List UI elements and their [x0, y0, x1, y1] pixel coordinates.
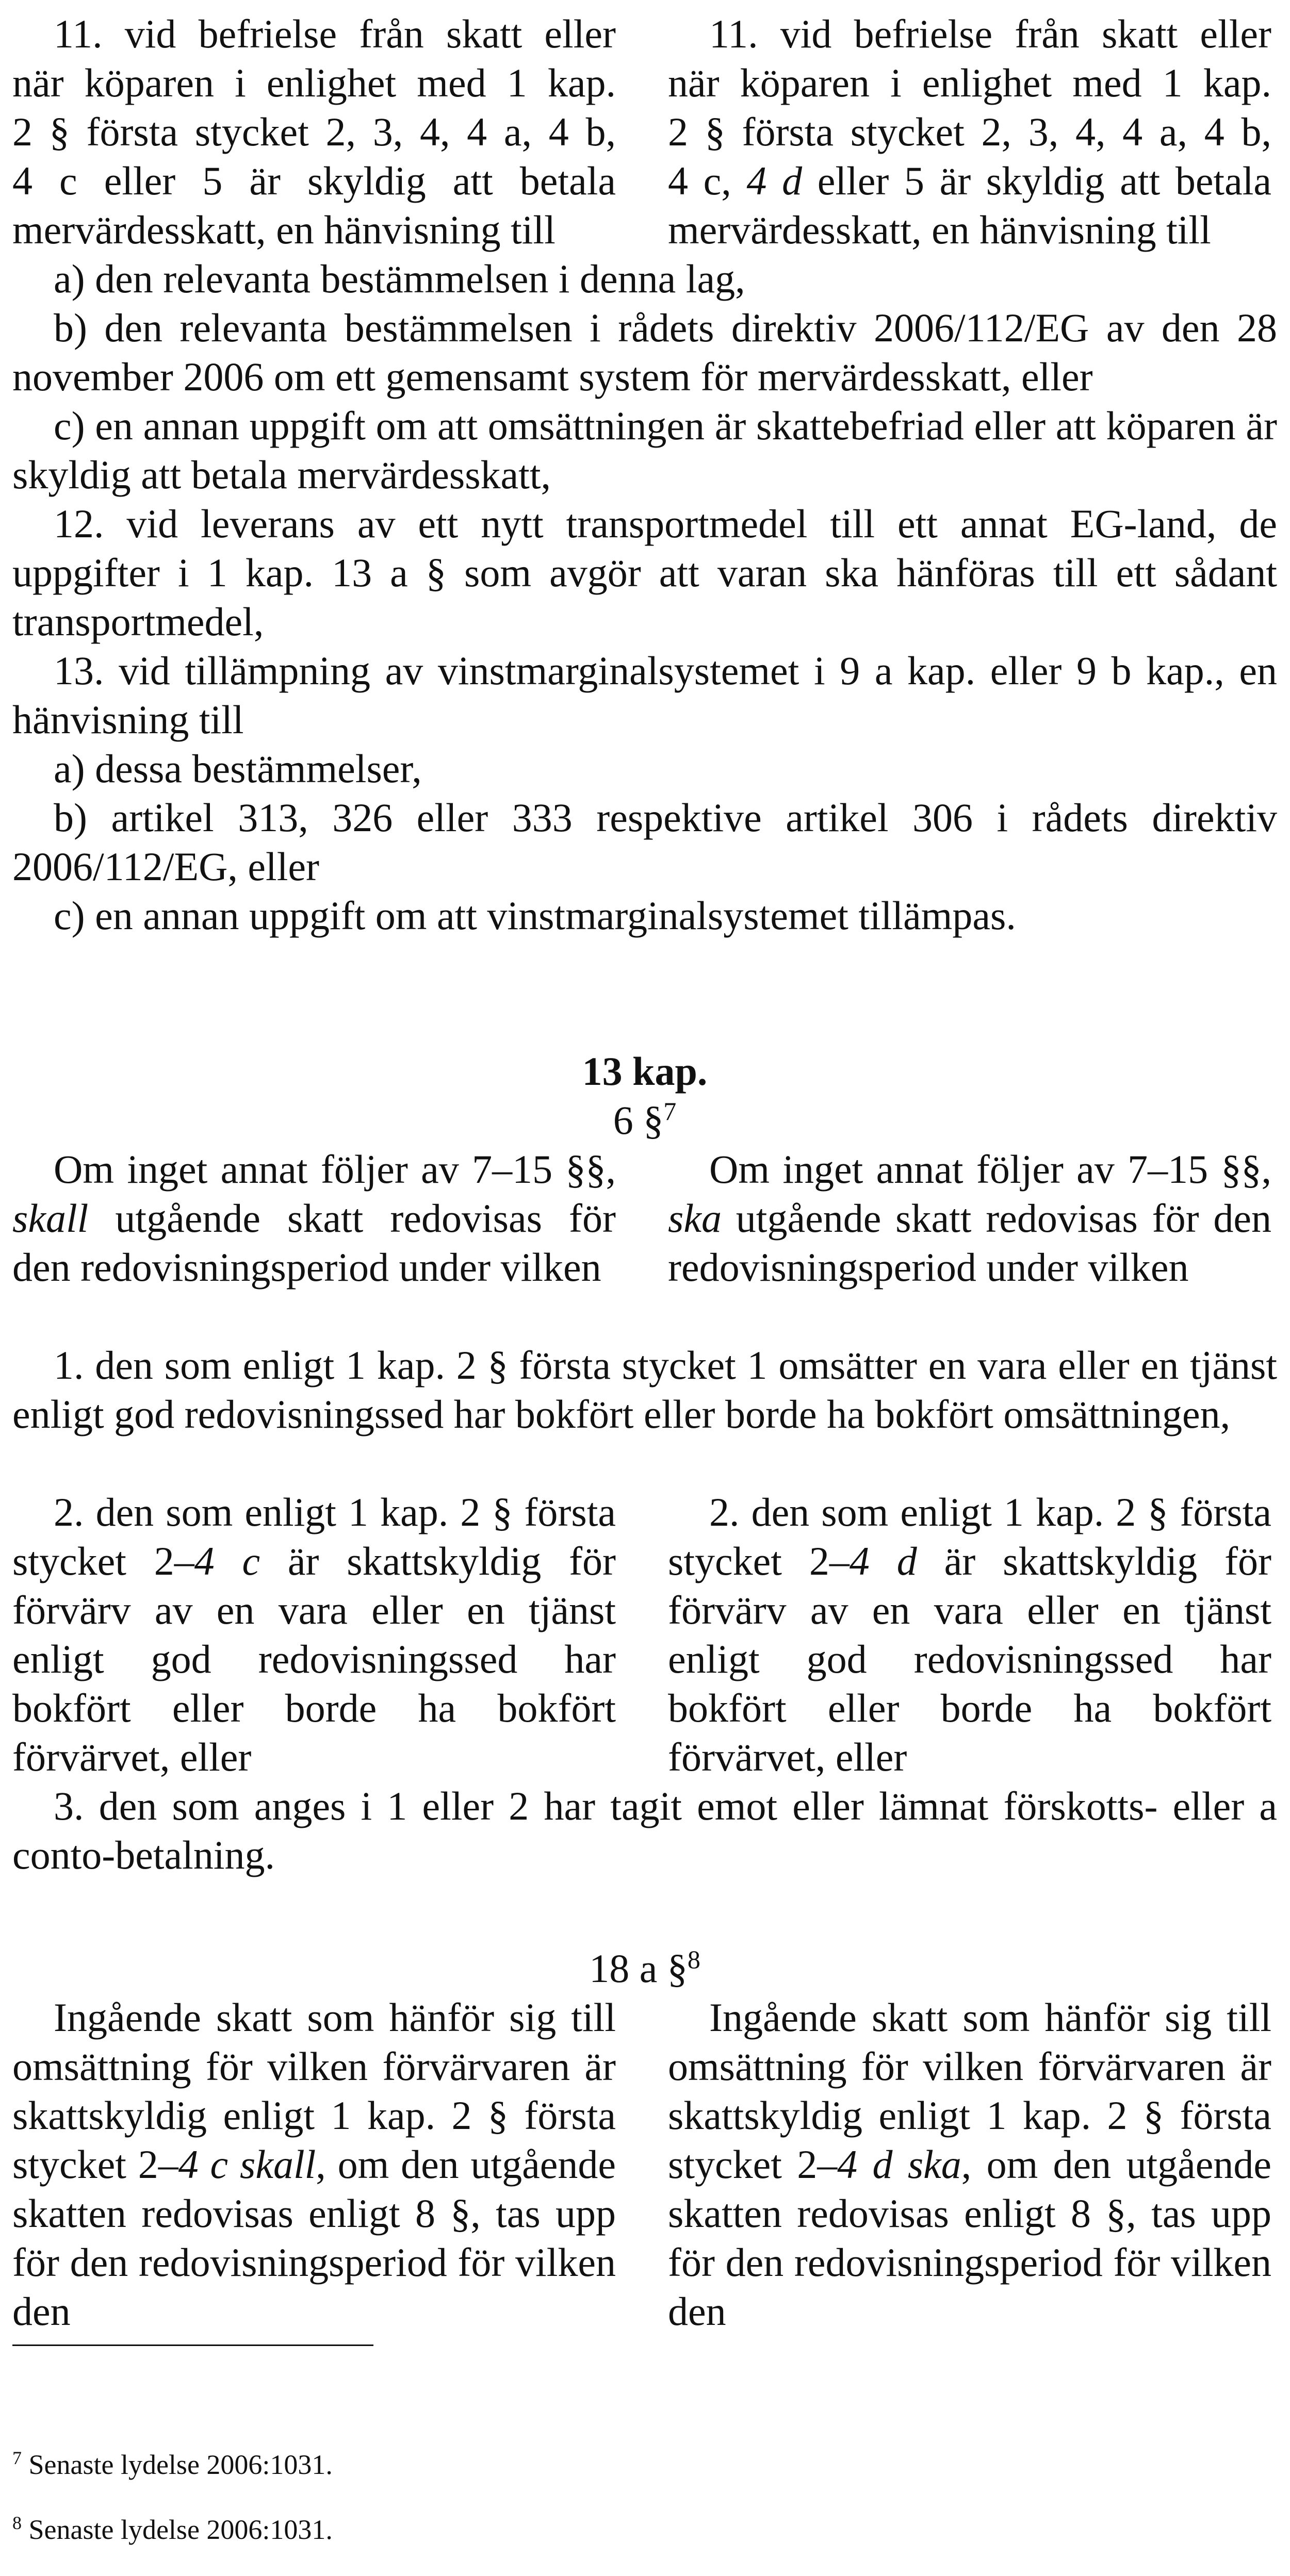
- point11-new-text: [668, 9, 1271, 254]
- sec6-new-intro: [668, 1145, 1271, 1292]
- text-span: 2. den som enligt 1 kap. 2 § första stycket 2–: [12, 1490, 616, 1583]
- paragraph: [12, 1488, 616, 1781]
- amended-text: 4 d ska: [837, 2142, 961, 2187]
- section-heading-6: [12, 1096, 1277, 1145]
- paragraph: 3. den som anges i 1 eller 2 har tagit emot eller lämnat förskotts- eller a conto-betalning.: [12, 1784, 1277, 1877]
- footnote-ref: 7: [663, 1097, 677, 1126]
- footnote: [12, 2511, 1277, 2548]
- footnote: [12, 2446, 1277, 2483]
- footnote-text: Senaste lydelse 2006:1031.: [28, 2514, 333, 2545]
- text-span: är skattskyldig för förvärv av en vara eller en tjänst enligt god redovisningssed har bokfört eller borde ha bokfört förvärvet, eller: [668, 1539, 1272, 1779]
- paragraph: [668, 1993, 1271, 2336]
- amended-text: 4 d: [849, 1539, 917, 1583]
- text-span: utgående skatt redovisas för den redovisningsperiod under vilken: [12, 1196, 616, 1290]
- paragraph: 12. vid leverans av ett nytt transportmedel till ett annat EG-land, de uppgifter i 1 kap. 13 a § som avgör att varan ska hänföras till ett sådant transportmedel,: [12, 501, 1277, 644]
- footnotes: [12, 2418, 1277, 2576]
- sec6-item2-new: [668, 1488, 1271, 1781]
- text-line: [668, 156, 1271, 205]
- text-span: utgående skatt redovisas för den redovisningsperiod under vilken: [668, 1196, 1272, 1290]
- section-number: 18 a §: [589, 1946, 688, 1991]
- amended-text: ska: [668, 1196, 722, 1241]
- sec18a-old: [12, 1993, 616, 2336]
- text-line: 4 c eller 5 är skyldig att betala: [12, 158, 616, 203]
- point11-old-text: [12, 9, 616, 254]
- sec6-old-intro: [12, 1145, 616, 1292]
- footnote-number: 7: [12, 2448, 22, 2468]
- footnote-number: 8: [12, 2513, 22, 2533]
- section-number: 6 §: [613, 1098, 664, 1143]
- text-span: 4 c,: [668, 158, 731, 203]
- text-line: 11. vid befrielse från skatt eller: [54, 11, 616, 56]
- text-line: 2 § första stycket 2, 3, 4, 4 a, 4 b,: [12, 109, 616, 154]
- text-line: 2 § första stycket 2, 3, 4, 4 a, 4 b,: [668, 109, 1271, 154]
- text-line: mervärdesskatt, en hänvisning till: [668, 207, 1211, 252]
- paragraph: c) en annan uppgift om att omsättningen är skattebefriad eller att köparen är skyldig att betala mervärdesskatt,: [12, 403, 1277, 497]
- amended-text: 4 c: [194, 1539, 260, 1583]
- paragraph: b) den relevanta bestämmelsen i rådets direktiv 2006/112/EG av den 28 november 2006 om ett gemensamt system för mervärdesskatt, eller: [12, 305, 1277, 399]
- text-span: Om inget annat följer av 7–15 §§,: [709, 1147, 1271, 1192]
- section-heading-18a: [12, 1944, 1277, 1993]
- amended-text: 4 c skall: [178, 2142, 316, 2187]
- sec18a-new: [668, 1993, 1271, 2336]
- amended-text: 4 d: [746, 158, 803, 203]
- paragraph: 1. den som enligt 1 kap. 2 § första stycket 1 omsätter en vara eller en tjänst enligt god redovisningssed har bokfört eller borde ha bokfört omsättningen,: [12, 1343, 1277, 1436]
- paragraph: [668, 1145, 1271, 1292]
- paragraph: [12, 1145, 616, 1292]
- footnote-text: Senaste lydelse 2006:1031.: [28, 2449, 333, 2480]
- text-span: , om den utgående skatten redovisas enligt 8 §, tas upp för den redovisningsperiod för vilken den: [12, 2142, 616, 2334]
- text-line: 11. vid befrielse från skatt eller: [709, 11, 1271, 56]
- sec6-item1: [12, 1341, 1277, 1439]
- text-span: , om den utgående skatten redovisas enligt 8 §, tas upp för den redovisningsperiod för vilken den: [668, 2142, 1271, 2334]
- text-line: mervärdesskatt, en hänvisning till: [12, 207, 556, 252]
- text-line: när köparen i enlighet med 1 kap.: [12, 60, 616, 105]
- text-span: Om inget annat följer av 7–15 §§,: [54, 1147, 616, 1192]
- paragraph: c) en annan uppgift om att vinstmarginalsystemet tillämpas.: [54, 893, 1016, 938]
- text-span: är skattskyldig för förvärv av en vara eller en tjänst enligt god redovisningssed har bokfört eller borde ha bokfört förvärvet, eller: [12, 1539, 616, 1779]
- footnote-divider: [12, 2344, 373, 2346]
- text-span: Ingående skatt som hänför sig till omsättning för vilken förvärvaren är skattskyldig enligt 1 kap. 2 § första stycket 2–: [12, 1995, 616, 2187]
- amended-text: skall: [12, 1196, 89, 1241]
- paragraph: a) dessa bestämmelser,: [54, 746, 422, 791]
- footnote-ref: 8: [687, 1945, 700, 1974]
- paragraph: 13. vid tillämpning av vinstmarginalsystemet i 9 a kap. eller 9 b kap., en hänvisning till: [12, 648, 1277, 742]
- paragraph: a) den relevanta bestämmelsen i denna lag,: [54, 256, 745, 301]
- text-span: Ingående skatt som hänför sig till omsättning för vilken förvärvaren är skattskyldig enligt 1 kap. 2 § första stycket 2–: [668, 1995, 1271, 2187]
- text-span: 2. den som enligt 1 kap. 2 § första stycket 2–: [668, 1490, 1271, 1583]
- chapter-heading: 13 kap.: [582, 1049, 708, 1094]
- common-body-1: [12, 254, 1277, 940]
- paragraph: [668, 1488, 1271, 1781]
- text-span: eller 5 är skyldig att betala: [817, 158, 1272, 203]
- paragraph: [12, 1993, 616, 2336]
- sec6-item3: [12, 1781, 1277, 1879]
- text-line: när köparen i enlighet med 1 kap.: [668, 60, 1271, 105]
- paragraph: b) artikel 313, 326 eller 333 respektive artikel 306 i rådets direktiv 2006/112/EG, eller: [12, 795, 1277, 889]
- sec6-item2-old: [12, 1488, 616, 1781]
